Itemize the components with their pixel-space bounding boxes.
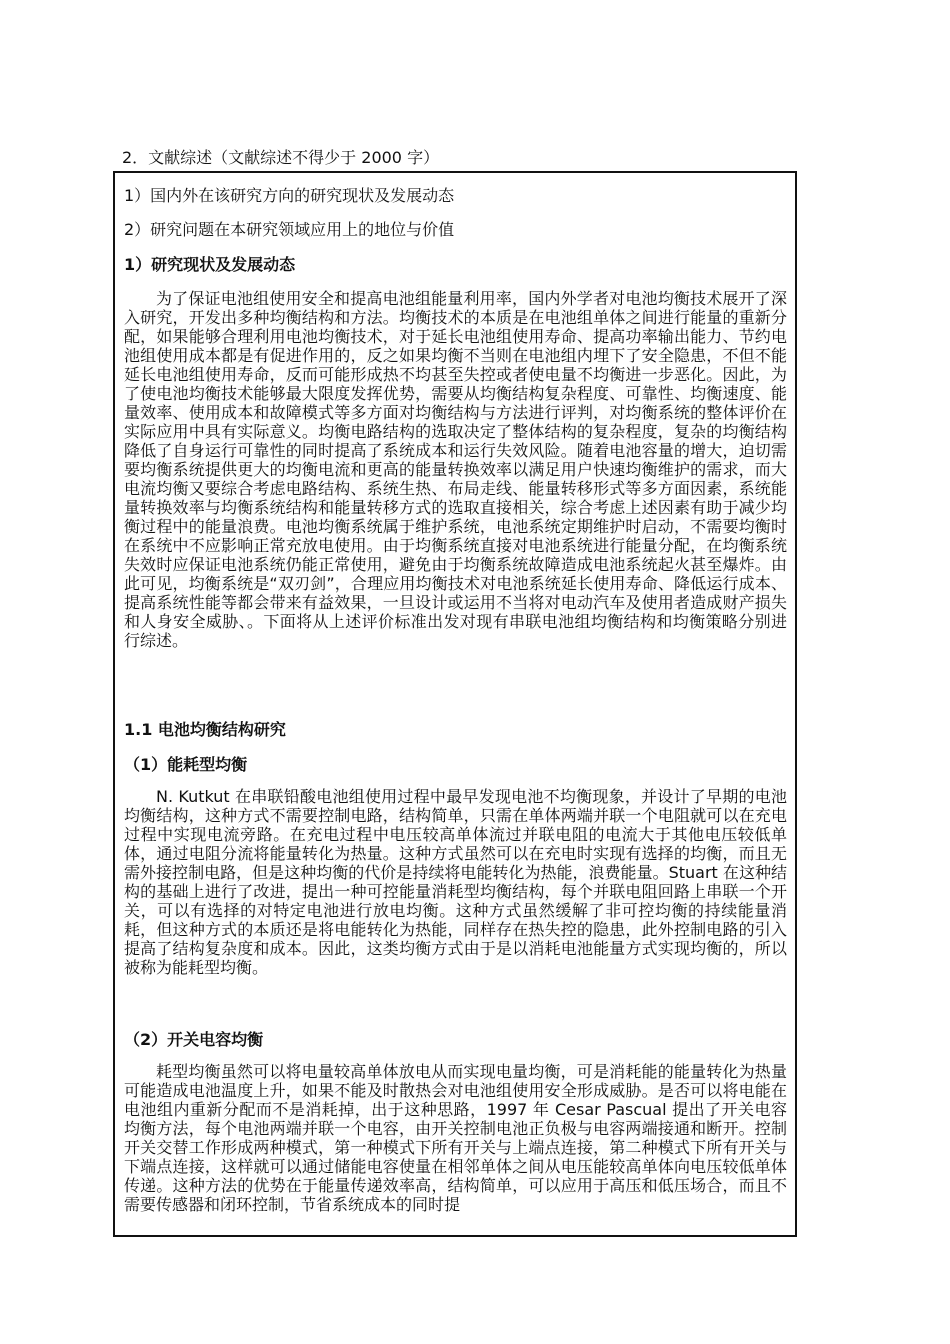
heading-balancing-structure: 1.1 电池均衡结构研究 [124, 720, 286, 739]
paragraph-dissipative: N. Kutkut 在串联铅酸电池组使用过程中最早发现电池不均衡现象，并设计了早期的电池均衡结构，这种方式不需要控制电路，结构简单，只需在单体两端并联一个电阻就可以在充电过程中实现电流旁路。在充电过程中电压较高单体流过并联电阻的电流大于其他电压较低单体，通过电阻分流将能量转化为热量。这种方式虽然可以在充电时实现有选择的均衡，而且无需外接控制电路，但是这种均衡的代价是持续将电能转化为热能，浪费能量。Stuart 在这种结构的基础上进行了改进，提出一种可控能量消耗型均衡结构，每个并联电阻回路上串联一个开关，可以有选择的对特定电池进行放电均衡。这种方式虽然缓解了非可控均衡的持续能量消耗，但这种方式的本质还是将电能转化为热能，同样存在热失控的隐患，此外控制电路的引入提高了结构复杂度和成本。因此，这类均衡方式由于是以消耗电池能量方式实现均衡的，所以被称为能耗型均衡。 [124, 787, 787, 977]
heading-dissipative-balancing: （1）能耗型均衡 [124, 755, 248, 774]
section-heading: 2．文献综述（文献综述不得少于 2000 字） [122, 148, 440, 167]
heading-switched-capacitor: （2）开关电容均衡 [124, 1030, 264, 1049]
literature-review-box [113, 171, 797, 1237]
outline-item-1: 1）国内外在该研究方向的研究现状及发展动态 [124, 186, 455, 205]
outline-item-2: 2）研究问题在本研究领域应用上的地位与价值 [124, 220, 455, 239]
paragraph-switched-capacitor: 耗型均衡虽然可以将电量较高单体放电从而实现电量均衡，可是消耗能的能量转化为热量可能造成电池温度上升，如果不能及时散热会对电池组使用安全形成威胁。是否可以将电能在电池组内重新分配而不是消耗掉，出于这种思路，1997 年 Cesar Pascual 提出了开关电容均衡方法，每个电池两端并联一个电容，由开关控制电池正负极与电容两端接通和断开。控制开关交替工作形成两种模式，第一种模式下所有开关与上端点连接，第二种模式下所有开关与下端点连接，这样就可以通过储能电容使量在相邻单体之间从电压能较高单体向电压较低单体传递。这种方法的优势在于能量传递效率高，结构简单，可以应用于高压和低压场合，而且不需要传感器和闭环控制，节省系统成本的同时提 [124, 1062, 787, 1214]
heading-research-status: 1）研究现状及发展动态 [124, 255, 296, 274]
paragraph-overview: 为了保证电池组使用安全和提高电池组能量利用率，国内外学者对电池均衡技术展开了深入研究，开发出多种均衡结构和方法。均衡技术的本质是在电池组单体之间进行能量的重新分配，如果能够合理利用电池均衡技术，对于延长电池组使用寿命、提高功率输出能力、节约电池组使用成本都是有促进作用的，反之如果均衡不当则在电池组内埋下了安全隐患，不但不能延长电池组使用寿命，反而可能形成热不均甚至失控或者使电量不均衡进一步恶化。因此，为了使电池均衡技术能够最大限度发挥优势，需要从均衡结构复杂程度、可靠性、均衡速度、能量效率、使用成本和故障模式等多方面对均衡结构与方法进行评判，对均衡系统的整体评价在实际应用中具有实际意义。均衡电路结构的选取决定了整体结构的复杂程度，复杂的均衡结构降低了自身运行可靠性的同时提高了系统成本和运行失效风险。随着电池容量的增大，迫切需要均衡系统提供更大的均衡电流和更高的能量转换效率以满足用户快速均衡维护的需求，而大电流均衡又要综合考虑电路结构、系统生热、布局走线、能量转移形式等多方面因素，系统能量转换效率与均衡系统结构和能量转移方式的选取直接相关，综合考虑上述因素有助于减少均衡过程中的能量浪费。电池均衡系统属于维护系统，电池系统定期维护时启动，不需要均衡时在系统中不应影响正常充放电使用。由于均衡系统直接对电池系统进行能量分配，在均衡系统失效时应保证电池系统仍能正常使用，避免由于均衡系统故障造成电池系统起火甚至爆炸。由此可见，均衡系统是“双刃剑”，合理应用均衡技术对电池系统延长使用寿命、降低运行成本、提高系统性能等都会带来有益效果，一旦设计或运用不当将对电动汽车及使用者造成财产损失和人身安全威胁、。下面将从上述评价标准出发对现有串联电池组均衡结构和均衡策略分别进行综述。 [124, 289, 787, 650]
